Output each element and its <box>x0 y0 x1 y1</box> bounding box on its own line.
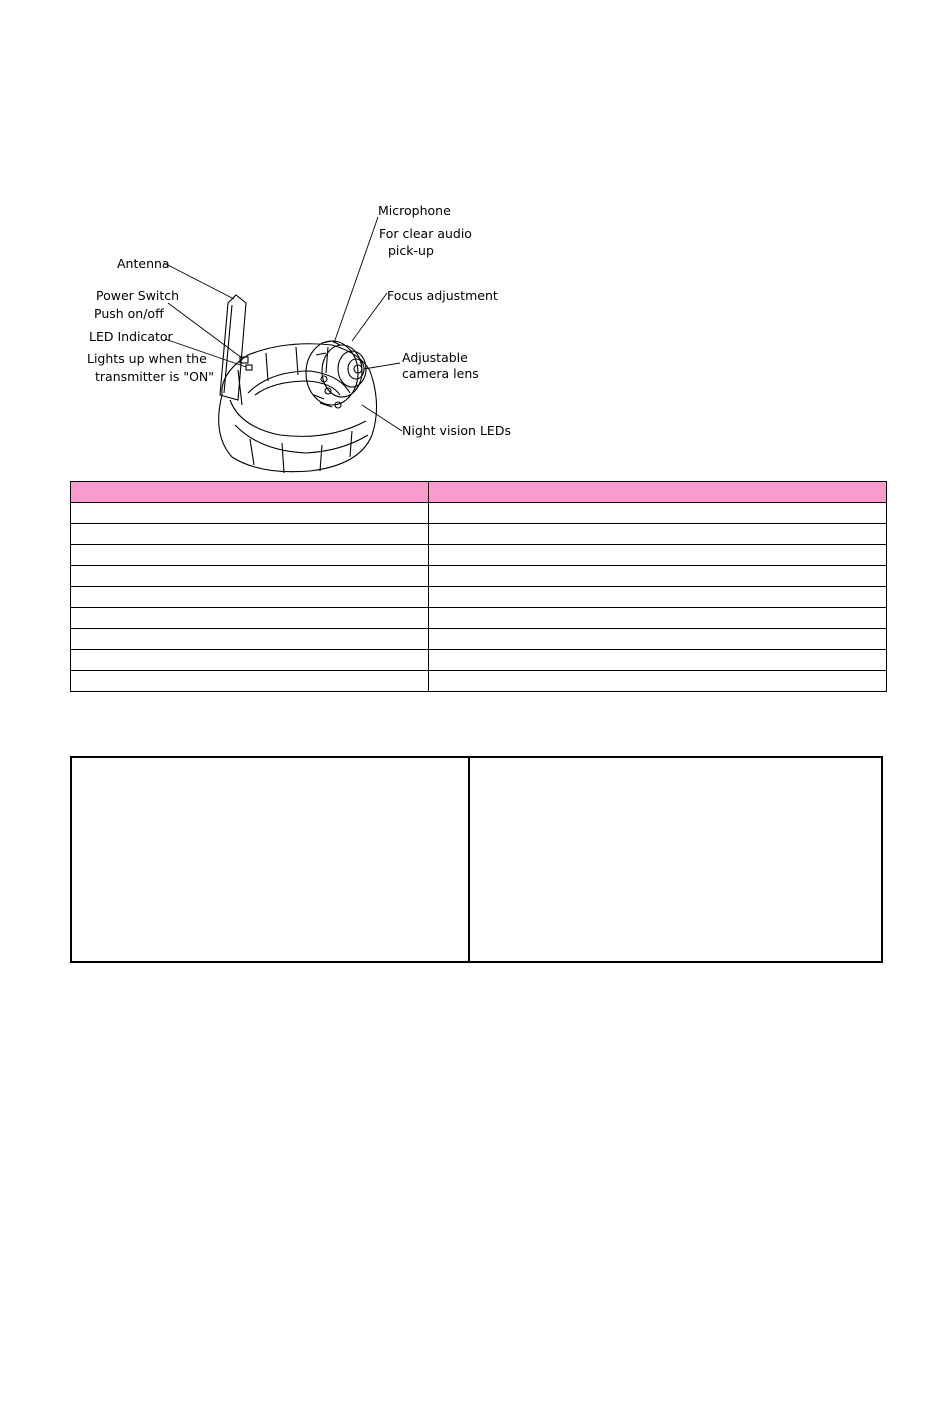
spec-cell-name <box>71 671 429 692</box>
info-boxes <box>70 756 883 963</box>
info-box-right <box>470 758 881 961</box>
spec-table-row <box>71 524 887 545</box>
spec-cell-name <box>71 566 429 587</box>
microphone-leader <box>334 217 378 343</box>
lens-label-line-1: Adjustable <box>402 350 468 365</box>
spec-table-row <box>71 650 887 671</box>
microphone-note-line-1: For clear audio <box>379 226 472 241</box>
microphone-note-line-2: pick-up <box>388 243 434 258</box>
night-vision-label: Night vision LEDs <box>402 423 511 438</box>
spec-cell-value <box>429 671 887 692</box>
spec-cell-name <box>71 587 429 608</box>
focus-leader <box>352 293 387 341</box>
led-note-line-2: transmitter is "ON" <box>95 369 215 384</box>
spec-table-row <box>71 671 887 692</box>
focus-adjustment-label: Focus adjustment <box>387 288 498 303</box>
spec-cell-value <box>429 608 887 629</box>
info-box-left <box>72 758 470 961</box>
spec-cell-name <box>71 608 429 629</box>
spec-cell-value <box>429 587 887 608</box>
spec-table-row <box>71 629 887 650</box>
spec-cell-value <box>429 482 887 503</box>
night-vision-leader <box>362 405 402 431</box>
led-indicator-label: LED Indicator <box>89 329 173 344</box>
spec-cell-name <box>71 524 429 545</box>
spec-cell-name <box>71 482 429 503</box>
antenna-label: Antenna <box>117 256 170 271</box>
spec-table <box>70 481 887 692</box>
power-switch-note: Push on/off <box>94 306 164 321</box>
power-switch-label: Power Switch <box>96 288 180 303</box>
lens-label-line-2: camera lens <box>402 366 479 381</box>
spec-table-row <box>71 587 887 608</box>
spec-cell-name <box>71 545 429 566</box>
spec-table-row <box>71 545 887 566</box>
spec-cell-value <box>429 503 887 524</box>
spec-cell-name <box>71 629 429 650</box>
spec-cell-value <box>429 545 887 566</box>
spec-cell-value <box>429 566 887 587</box>
spec-cell-name <box>71 503 429 524</box>
lens-leader <box>364 363 400 369</box>
spec-table-row <box>71 566 887 587</box>
microphone-label: Microphone <box>378 203 451 218</box>
spec-table-header-row <box>71 482 887 503</box>
spec-cell-value <box>429 524 887 545</box>
spec-table-row <box>71 503 887 524</box>
spec-table-row <box>71 608 887 629</box>
led-note-line-1: Lights up when the <box>87 351 207 366</box>
spec-cell-value <box>429 629 887 650</box>
spec-cell-value <box>429 650 887 671</box>
spec-cell-name <box>71 650 429 671</box>
antenna-drawing <box>220 295 246 400</box>
camera-diagram <box>70 195 530 480</box>
